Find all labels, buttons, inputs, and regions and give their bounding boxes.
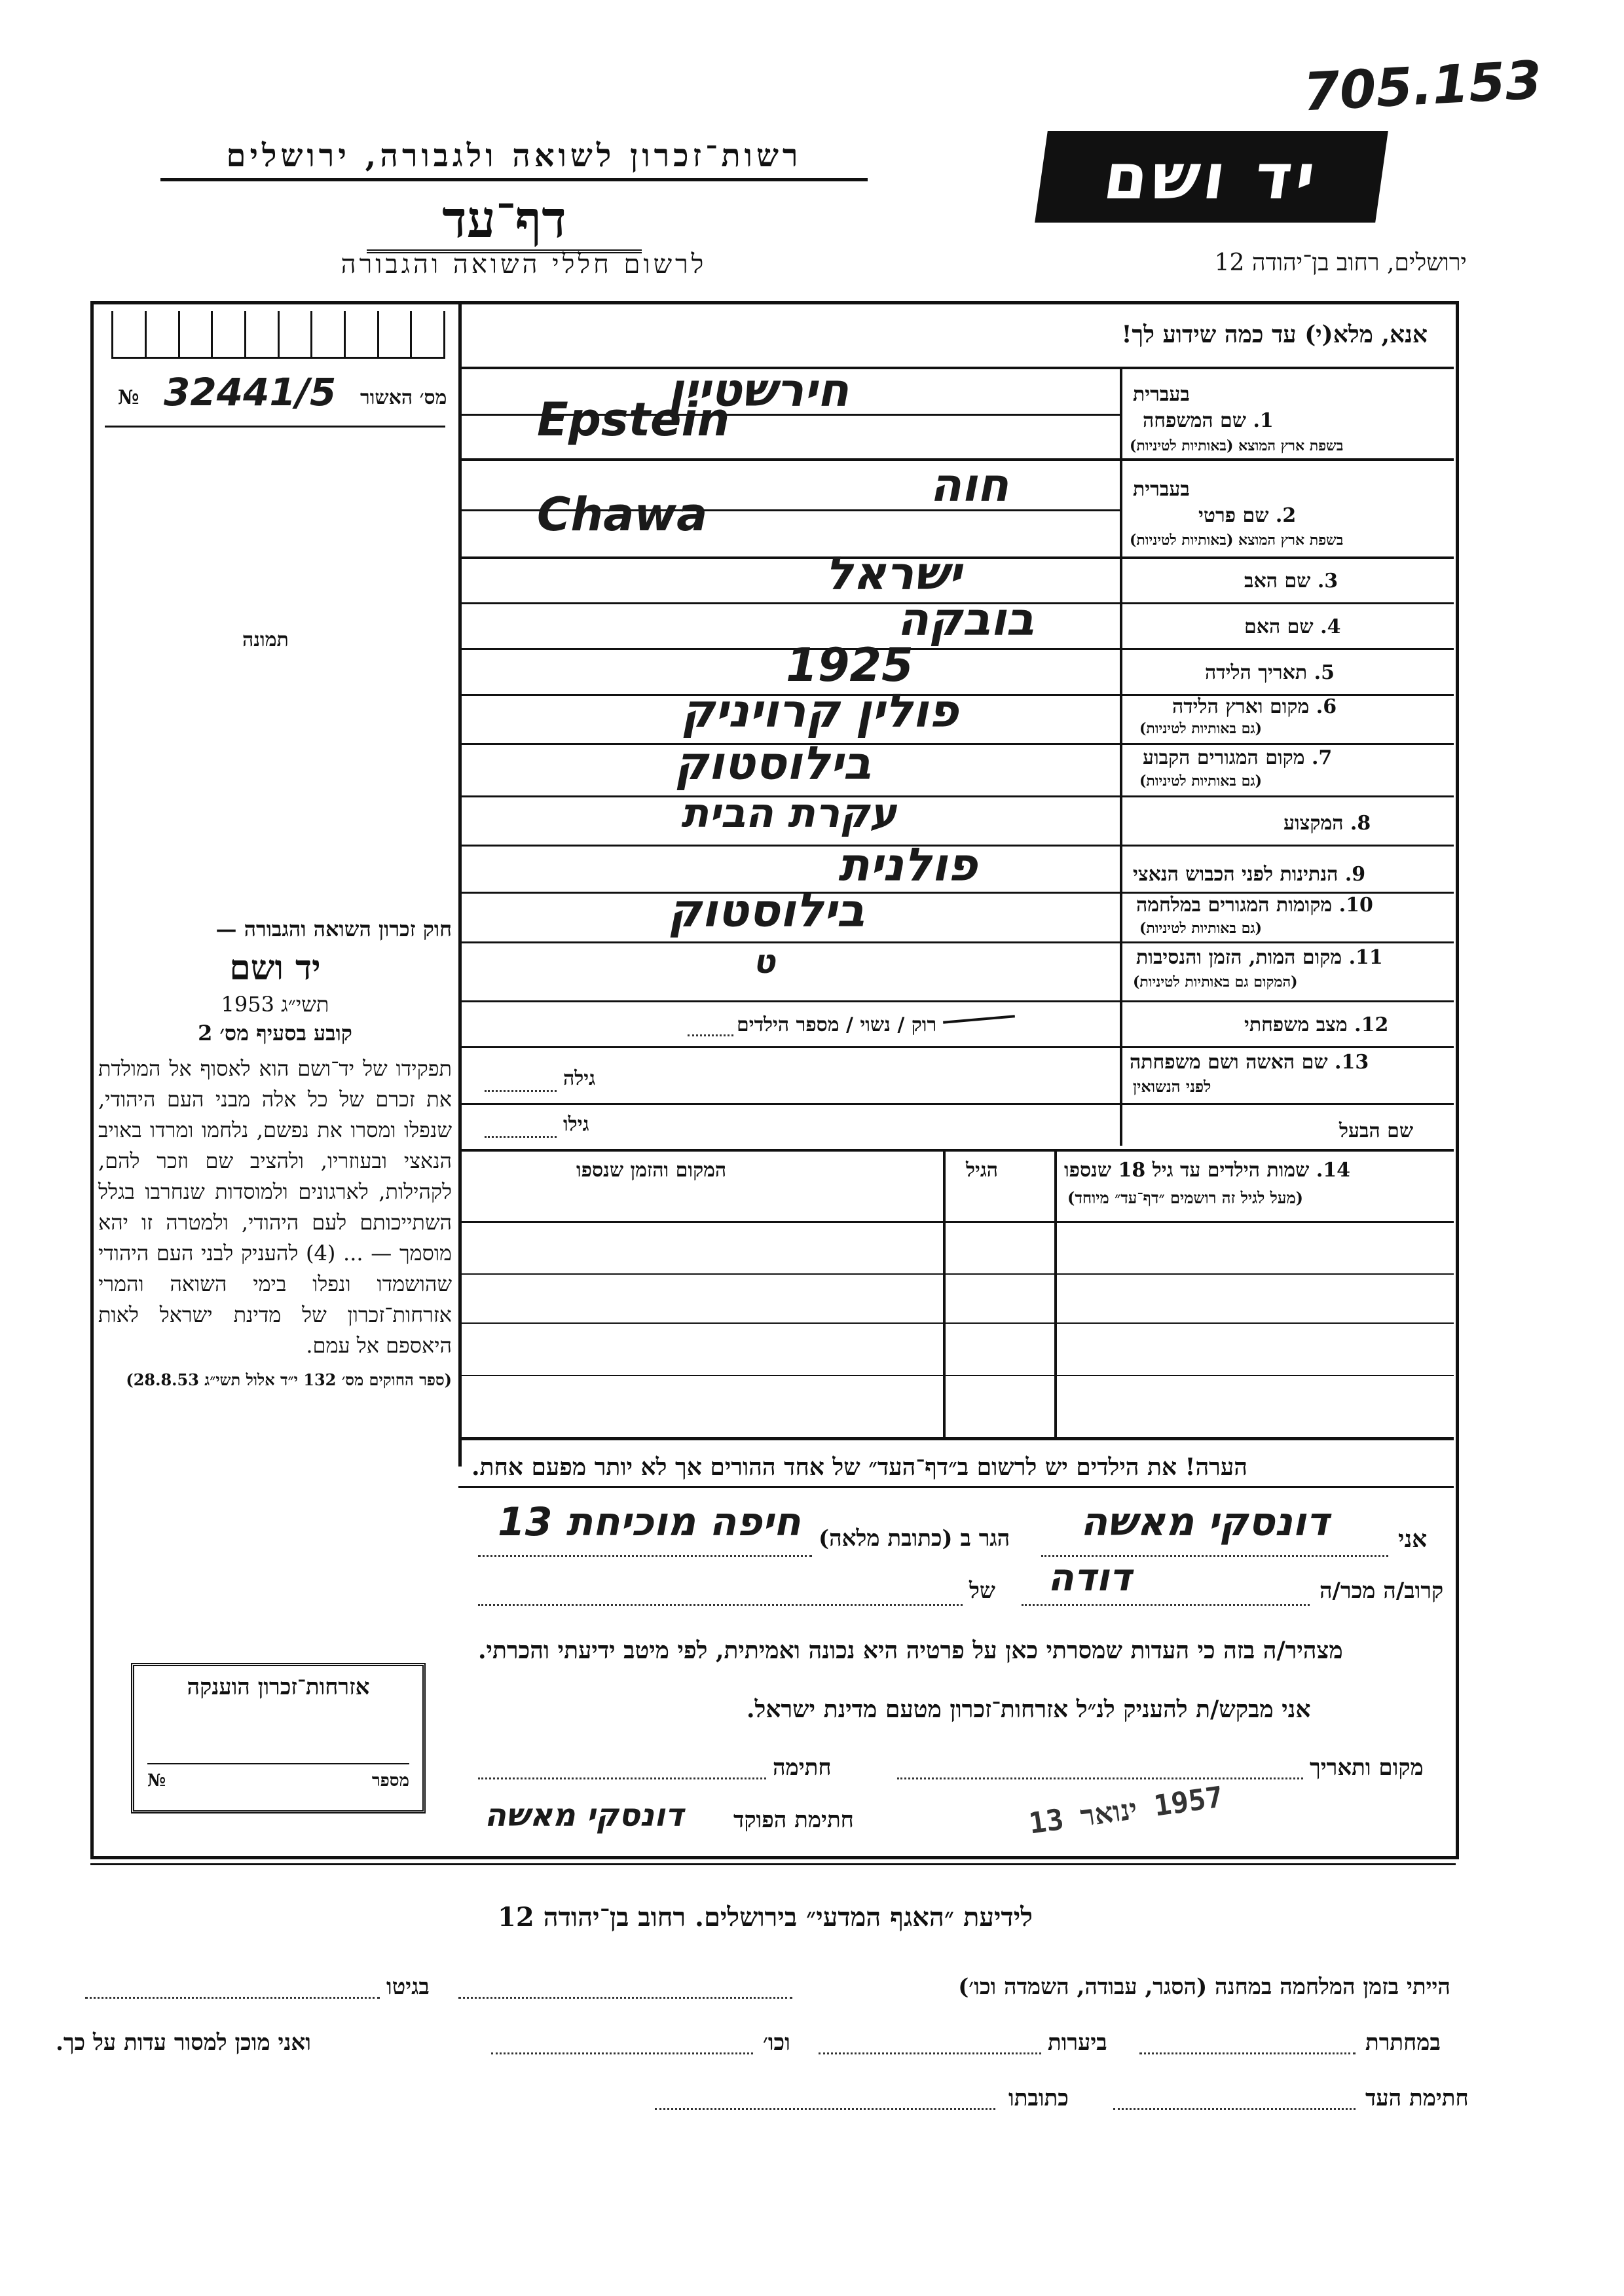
field-3-label [1244,570,1338,592]
official-signature-label: חתימת הפוקד [733,1807,854,1833]
field-8-text: המקצוע [1283,812,1344,835]
signature-label: חתימה [773,1755,832,1781]
field-6-note: (גם באותיות לטיניות) [1139,720,1263,737]
approval-boxes [111,311,445,359]
field-2-num: 2. [1275,504,1297,527]
sidebar-divider [458,301,462,1467]
field-9-text: הנתינות לפני הכבוש הנאצי [1133,863,1338,886]
children-heading: 14. שמות הילדים עד גיל 18 שנספו [1064,1159,1351,1182]
living-at-label: הגר ב (כתובת מלאה) [819,1525,1010,1552]
field-6-num: 6. [1316,695,1337,718]
law-clause: קובע בסעיף מס׳ 2 [198,1021,352,1046]
field-7-num: 7. [1311,746,1333,769]
doc-number: 705.153 [1301,49,1543,123]
children-subheading: (מעל לגיל זה רושמים ״דף־עד״ מיוחד) [1067,1188,1304,1207]
field-2-text: שם פרטי [1198,504,1269,527]
field-7-label [1143,746,1332,769]
i-label: אני [1398,1525,1428,1553]
address-line: ירושלים, רחוב בן־יהודה 12 [1214,249,1467,276]
war-residence: בילוסטוק [668,884,865,938]
place-time-column-header: המקום והזמן שנספו [576,1159,727,1182]
death-place: ט [753,943,775,981]
field-8-label [1283,812,1371,835]
law-block [98,917,452,1390]
number-label: מספר [371,1771,409,1791]
form-subtitle: לרשום חללי השואה והגבורה [341,249,707,280]
mother-name: בובקה [897,592,1035,646]
field-10-num: 10. [1338,894,1373,917]
yad-vashem-logo [1035,131,1388,223]
declarant-name: דונסקי מאשה [1080,1499,1329,1545]
logo-text: יד ושם [1099,140,1324,213]
footer-underground-label: במחתרת [1365,2030,1441,2056]
footer-etc-label: וכו׳ [763,2030,790,2056]
law-text: תפקידו של יד־ושם הוא לאסוף אל המולדת את זכרם של כל אלה מבני העם היהודי, שנפלו ומסרו את נפשם, נלחמו ומרדו באויב הנאצי ובעוזריו, ולהציב שם וזכר להם, לקהילות, לארגונים ולמוסדות שנחרבו בגלל השתייכותם לעם היהודי, ולמטרה זו יהא מוסמך — ... (4) להעניק לבני העם היהודי שהושמדו ונפלו בימי השואה והמרי אזרחות־זכרון של מדינת ישראל לאות היאספם אל עמם. [98,1056,452,1358]
age-column-header: הגיל [966,1159,999,1182]
labels-divider [1120,367,1122,1146]
law-title: חוק זכרון השואה והגבורה — [215,917,452,941]
field-10-label [1136,894,1373,917]
footer-forests-label: ביערות [1048,2030,1107,2056]
official-signature: דונסקי מאשה [485,1797,684,1834]
age-label-m: גילו [563,1113,589,1136]
approval-number: 32441/5 [164,370,337,414]
relation-value: דודה [1048,1555,1132,1599]
note-line: הערה! את הילדים יש לרשום ב״דף־העד״ של אחד ההורים אך לא יותר מפעם אחת. [471,1453,1247,1481]
footer-witness-signature-label: חתימת העד [1365,2085,1469,2111]
profession: עקרת הבית [681,789,897,837]
field-3-text: שם האב [1244,570,1311,592]
footer-testimony-label: ואני מוכן למסור עדות על כך. [56,2030,311,2056]
field-5-num: 5. [1314,661,1335,684]
law-year: תשי״ג 1953 [221,992,329,1017]
field-12-text: מצב משפחתי [1244,1013,1348,1036]
of-label: של [969,1578,995,1604]
institution-line: רשות־זכרון לשואה ולגבורה, ירושלים [160,137,868,181]
field-13-text: שם האשה ושם משפחתה [1130,1051,1328,1074]
approval-no-mark: № [118,386,139,409]
photo-label: תמונה [242,629,289,651]
field-9-num: 9. [1344,863,1366,886]
request-line: אני מבקש/ת להעניק לנ״ל אזרחות־זכרון מטעם מדינת ישראל. [747,1696,1311,1723]
origin-lang-label-2: בשפת ארץ המוצא (באותיות לטיניות) [1130,532,1344,549]
field-12-label [1244,1013,1388,1036]
citizenship-box-title: אזרחות־זכרון הוענקה [187,1674,370,1700]
field-13-note: לפני הנשואין [1133,1077,1211,1096]
field-6-text: מקום וארץ הלידה [1172,695,1310,718]
statement-line: מצהיר/ה בזה כי העדות שמסרתי כאן על פרטיה היא נכונה ואמיתית, לפי מיטב ידיעתי והכרתי. [478,1637,1343,1664]
law-reference: (ספר החוקים מס׳ 132 י״ד אלול תשי״ג 28.8.53) [126,1370,452,1389]
field-5-label [1205,661,1335,684]
residence: בילוסטוק [674,737,872,790]
field-9-label [1133,863,1365,886]
husband-label: שם הבעל [1339,1120,1414,1142]
field-4-text: שם האם [1244,615,1314,638]
form-title: דף־עד [367,190,642,253]
hebrew-label-1: בעברית [1133,383,1190,406]
field-1-label [1143,409,1274,432]
field-12-num: 12. [1354,1013,1389,1036]
footer-address-label: כתובתו [1008,2085,1069,2111]
footer-heading: לידיעת ״האגף המדעי״ בירושלים. רחוב בן־יהודה 12 [498,1902,1033,1933]
field-3-num: 3. [1317,570,1338,592]
approval-label: מס׳ האשור [360,386,447,409]
law-name: יד ושם [229,948,321,988]
field-11-text: מקום המות, הזמן והנסיבות [1136,946,1342,969]
field-7-text: מקום המגורים הקבוע [1143,746,1305,769]
marital-options: רוק / נשוי / מספר הילדים [737,1013,937,1036]
field-11-label [1136,946,1383,969]
field-2-label [1198,504,1296,527]
footer-camp-label: הייתי בזמן המלחמה במחנה (הסגר, עבודה, השמדה וכו׳) [958,1974,1450,2000]
field-8-num: 8. [1350,812,1371,835]
field-4-num: 4. [1320,615,1341,638]
field-5-text: תאריך הלידה [1205,661,1308,684]
age-label-f: גילה [563,1067,596,1090]
origin-lang-label-1: בשפת ארץ המוצא (באותיות לטיניות) [1130,437,1344,454]
first-name-latin: Chawa [537,488,708,541]
form-instruction: אנא, מלא(י) עד כמה שידוע לך! [1121,321,1428,348]
number-mark: № [147,1771,166,1791]
instruction-row-line [458,367,1454,369]
father-name: ישראל [825,547,962,600]
field-11-num: 11. [1348,946,1383,969]
field-7-note: (גם באותיות לטיניות) [1139,773,1263,790]
field-13-label [1130,1051,1369,1074]
hebrew-label-2: בעברית [1133,478,1190,501]
field-1-text: שם המשפחה [1143,409,1247,432]
field-11-note: (המקום גם באותיות לטיניות) [1133,974,1298,991]
relative-label: קרוב/ה מכר/ה [1320,1578,1444,1604]
family-name-latin: Epstein [537,393,730,446]
field-13-num: 13. [1335,1051,1369,1074]
field-1-num: 1. [1253,409,1274,432]
field-10-text: מקומות המגורים במלחמה [1136,894,1333,917]
citizenship: פולנית [838,838,978,892]
field-4-label [1244,615,1340,638]
field-10-note: (גם באותיות לטיניות) [1139,920,1263,937]
birth-place: פולין קרויניק [681,684,959,738]
field-6-label [1172,695,1337,718]
first-name-hebrew: חוה [930,458,1009,512]
citizenship-box [131,1663,426,1813]
place-date-label: מקום ותאריך [1310,1755,1424,1781]
date-stamp: 1957 ינואר 13 [1026,1780,1226,1841]
birth-date: 1925 [786,638,913,692]
declarant-address: חיפה מוכיחת 13 [498,1499,801,1545]
family-name-hebrew: חירשטיין [668,363,849,417]
footer-ghetto-label: בגיטו [386,1974,430,2000]
